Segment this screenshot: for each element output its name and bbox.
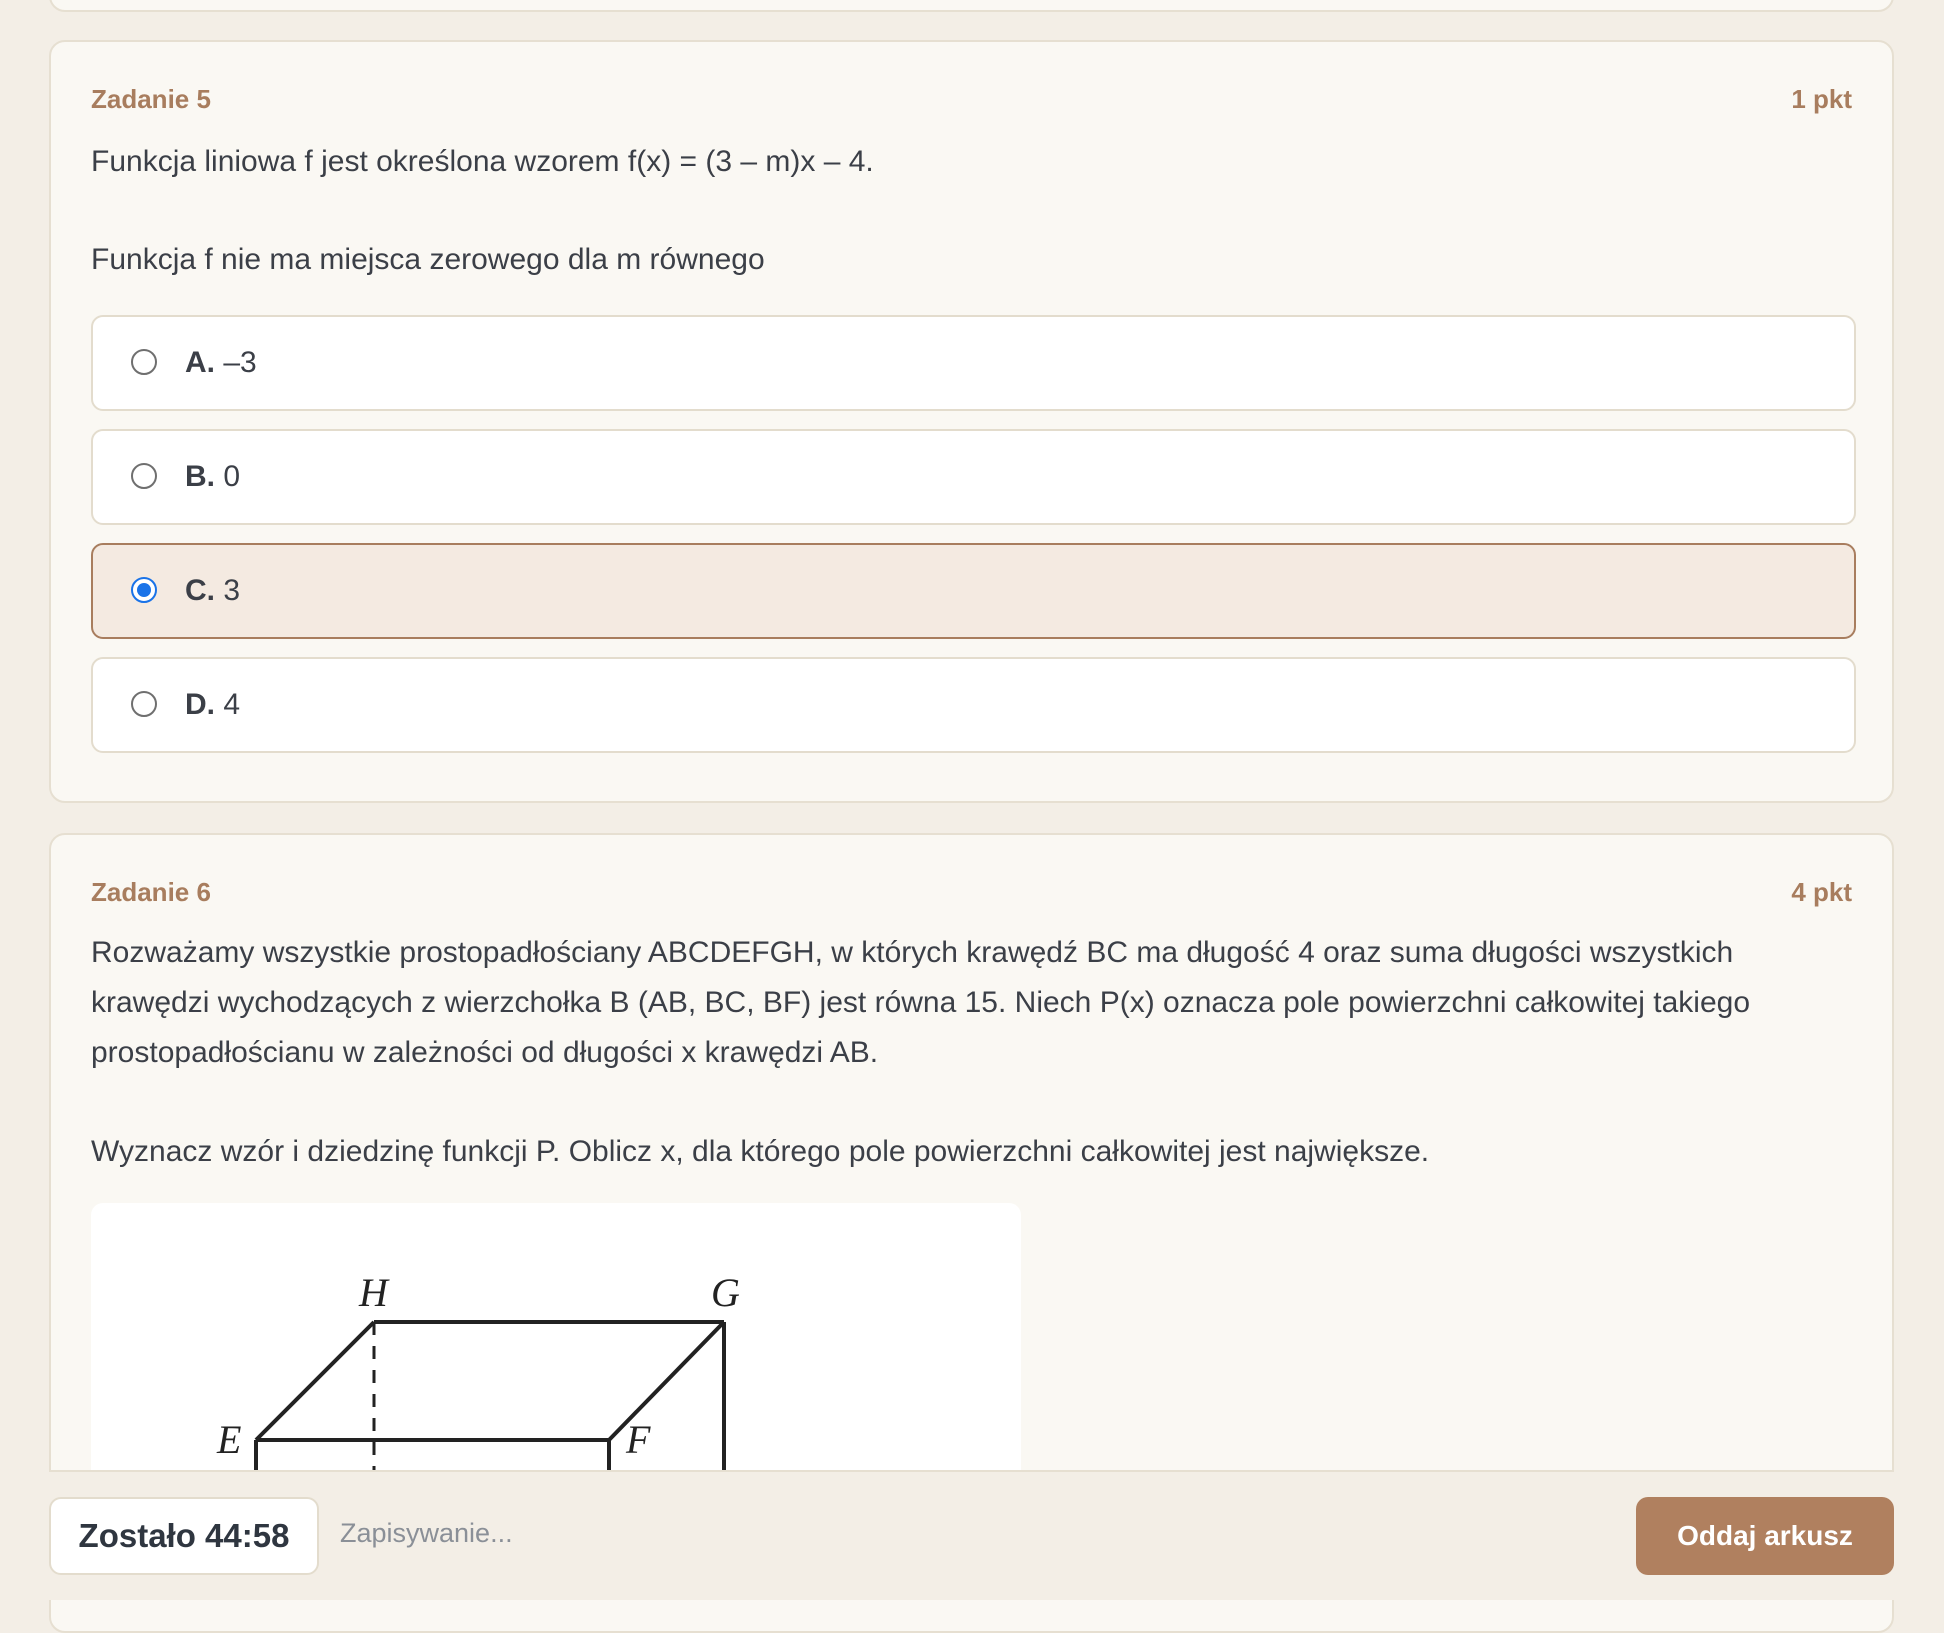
task-title: Zadanie 6 bbox=[91, 877, 211, 907]
answer-option-b[interactable] bbox=[91, 429, 1856, 525]
option-label bbox=[185, 687, 240, 723]
footer-divider bbox=[49, 1470, 1894, 1472]
answer-option-c[interactable] bbox=[91, 543, 1856, 639]
option-letter: D. bbox=[185, 688, 215, 721]
option-letter: A. bbox=[185, 346, 215, 379]
option-label bbox=[185, 345, 257, 381]
option-letter: B. bbox=[185, 460, 215, 493]
vertex-label-g: G bbox=[711, 1270, 740, 1315]
answer-option-a[interactable] bbox=[91, 315, 1856, 411]
task-title: Zadanie 5 bbox=[91, 84, 211, 114]
radio-button[interactable] bbox=[131, 463, 157, 489]
task-card-5 bbox=[49, 40, 1894, 803]
task-points: 1 pkt bbox=[1791, 84, 1852, 114]
option-value: 3 bbox=[223, 574, 241, 607]
vertex-label-f: F bbox=[626, 1417, 651, 1462]
edge-he bbox=[256, 1322, 374, 1440]
option-label bbox=[185, 573, 240, 609]
option-value: 0 bbox=[223, 460, 241, 493]
option-label bbox=[185, 459, 240, 495]
vertex-label-e: E bbox=[217, 1417, 242, 1462]
previous-task-card bbox=[49, 0, 1894, 12]
submit-sheet-button[interactable]: Oddaj arkusz bbox=[1636, 1497, 1894, 1575]
saving-status: Zapisywanie... bbox=[340, 1518, 513, 1548]
option-letter: C. bbox=[185, 574, 215, 607]
task-header bbox=[91, 877, 1852, 908]
radio-button[interactable] bbox=[131, 691, 157, 717]
task-text: Funkcja liniowa f jest określona wzorem f(x) = (3 – m)x – 4. bbox=[91, 145, 874, 178]
radio-button-selected[interactable] bbox=[131, 577, 157, 603]
radio-button[interactable] bbox=[131, 349, 157, 375]
cuboid-diagram bbox=[91, 1203, 1021, 1493]
task-header bbox=[91, 84, 1852, 115]
option-value: 4 bbox=[223, 688, 241, 721]
task-question: Funkcja f nie ma miejsca zerowego dla m równego bbox=[91, 243, 765, 276]
option-value: –3 bbox=[223, 346, 257, 379]
task-points: 4 pkt bbox=[1791, 877, 1852, 907]
task-question: Wyznacz wzór i dziedzinę funkcji P. Oblicz x, dla którego pole powierzchni całkowitej jest największe. bbox=[91, 1135, 1430, 1168]
task-text: Rozważamy wszystkie prostopadłościany ABCDEFGH, w których krawędź BC ma długość 4 oraz suma długości wszystkich krawędzi wychodzących z wierzchołka B (AB, BC, BF) jest równa 15. Niech P(x) oznacza pole powierzchni całkowitej takiego prostopadłościanu w zależności od długości x krawędzi AB. bbox=[91, 936, 1751, 1069]
timer-display: Zostało 44:58 bbox=[49, 1497, 319, 1575]
answer-option-d[interactable] bbox=[91, 657, 1856, 753]
cuboid-figure bbox=[91, 1203, 1021, 1493]
vertex-label-h: H bbox=[359, 1270, 388, 1315]
